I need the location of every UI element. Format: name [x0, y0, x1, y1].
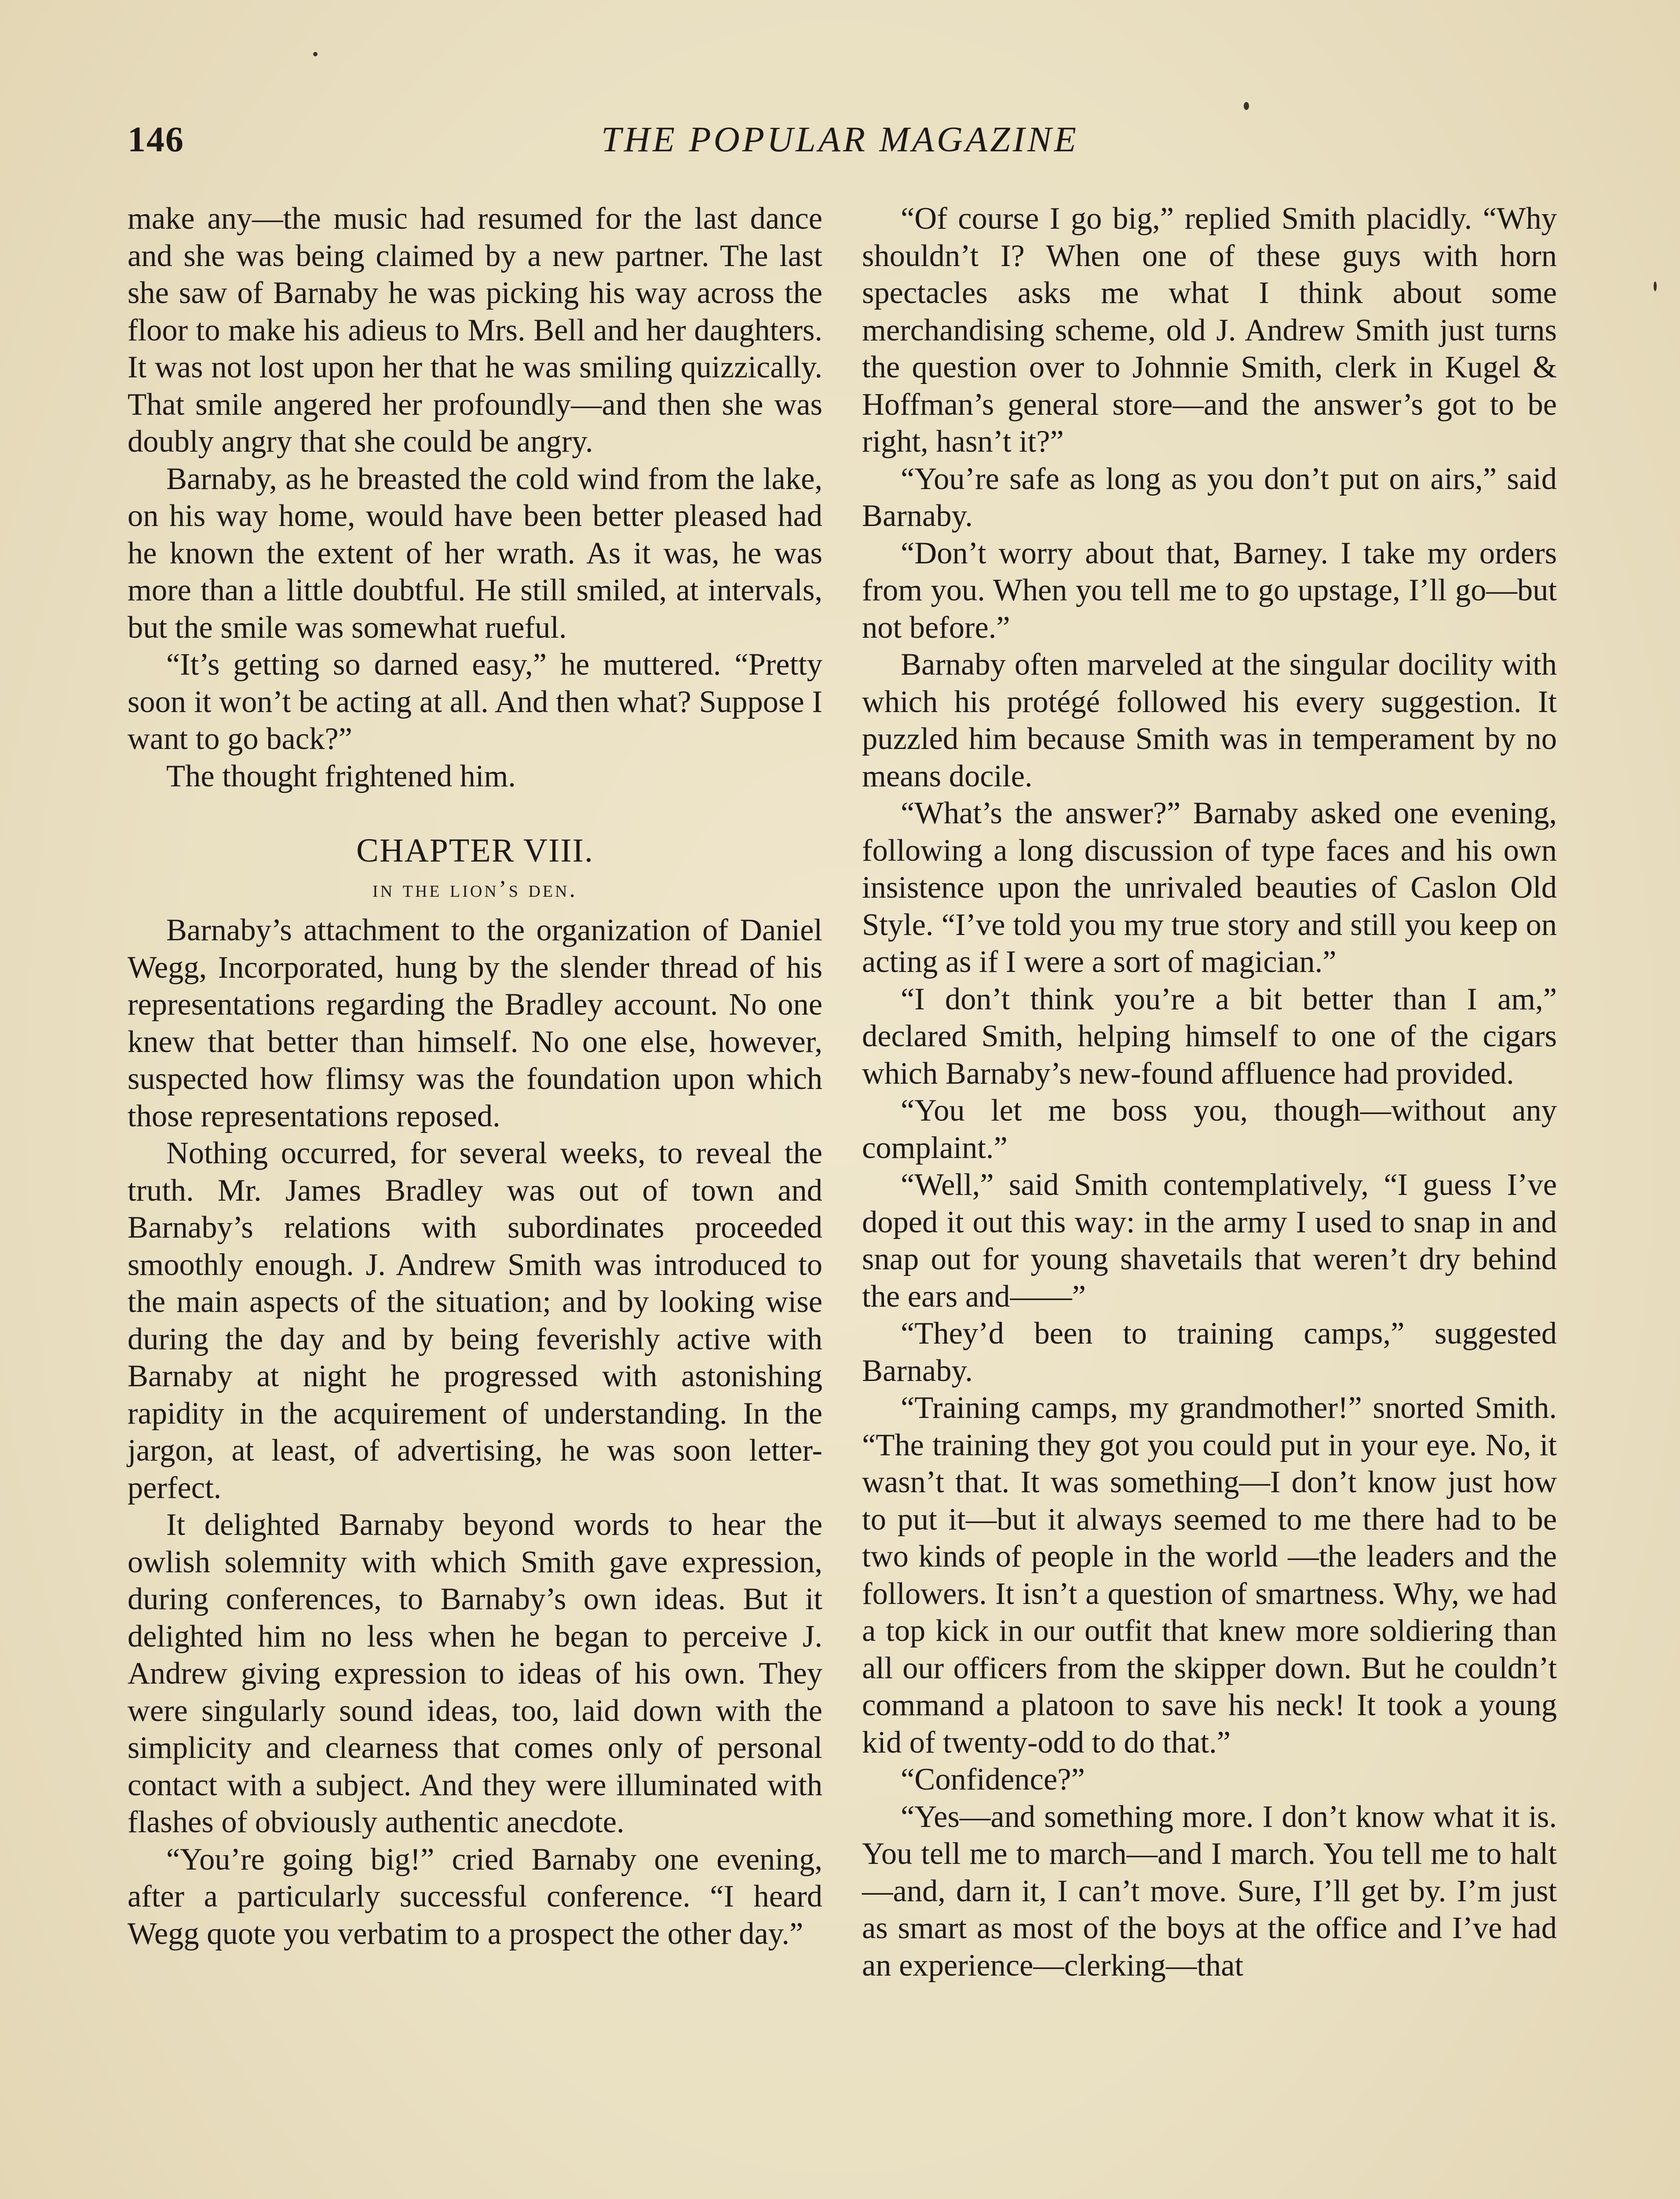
paragraph: “You’re going big!” cried Barnaby one evening, after a particularly successful conference. “I heard Wegg quote you verbatim to a prospect the other day.” [128, 1842, 822, 1951]
paragraph: Nothing occurred, for several weeks, to reveal the truth. Mr. James Bradley was out of town and Barnaby’s relations with subordinates proceeded smoothly enough. J. Andrew Smith was introduced to the main aspects of the situation; and by looking wise during the day and by being feverishly active with Barnaby at night he progressed with astonishing rapidity in the acquirement of understanding. In the jargon, at least, of advertising, he was soon letter-perfect. [128, 1136, 822, 1505]
paragraph: “Training camps, my grandmother!” snorted Smith. “The training they got you could put in your eye. No, it wasn’t that. It was something—I don’t know just how to put it—but it always seemed to me there had to be two kinds of people in the world —the leaders and the followers. It isn’t a question of smartness. Why, we had a top kick in our outfit that knew more soldiering than all our officers from the skipper down. But he couldn’t command a platoon to save his neck! It took a young kid of twenty-odd to do that.” [862, 1391, 1557, 1760]
paragraph: Barnaby’s attachment to the organization of Daniel Wegg, Incorporated, hung by the slender thread of his representations regarding the Bradley account. No one knew that better than himself. No one else, however, suspected how flimsy was the foundation upon which those representations reposed. [128, 913, 822, 1133]
left-column [128, 200, 822, 1952]
running-title: THE POPULAR MAGAZINE [601, 119, 1079, 159]
print-speck [1654, 281, 1657, 291]
right-column [862, 200, 1557, 1984]
paragraph: Barnaby often marveled at the singular docility with which his protégé followed his every suggestion. It puzzled him because Smith was in temperament by no means docile. [862, 647, 1557, 793]
print-speck [1244, 102, 1249, 110]
paragraph: “You’re safe as long as you don’t put on airs,” said Barnaby. [862, 461, 1557, 533]
page-header [128, 119, 1552, 172]
paragraph: The thought frightened him. [166, 759, 516, 793]
paragraph: “What’s the answer?” Barnaby asked one evening, following a long discussion of type faces and his own insistence upon the unrivaled beauties of Caslon Old Style. “I’ve told you my true story and still you keep on acting as if I were a sort of magician.” [862, 796, 1557, 979]
paragraph: “It’s getting so darned easy,” he muttered. “Pretty soon it won’t be acting at all. And then what? Suppose I want to go back?” [128, 647, 822, 756]
paragraph: Barnaby, as he breasted the cold wind from the lake, on his way home, would have been better pleased had he known the extent of her wrath. As it was, he was more than a little doubtful. He still smiled, at intervals, but the smile was somewhat rueful. [128, 461, 822, 645]
paragraph: make any—the music had resumed for the last dance and she was being claimed by a new partner. The last she saw of Barnaby he was picking his way across the floor to make his adieus to Mrs. Bell and her daughters. It was not lost upon her that he was smiling quizzically. That smile angered her profoundly—and then she was doubly angry that she could be angry. [128, 201, 822, 459]
paragraph: “Confidence?” [901, 1762, 1085, 1797]
chapter-subtitle: in the lion’s den. [373, 876, 577, 902]
paragraph: “Don’t worry about that, Barney. I take my orders from you. When you tell me to go upstage, I’ll go—but not before.” [862, 536, 1557, 645]
paragraph: “Yes—and something more. I don’t know what it is. You tell me to march—and I march. You tell me to halt—and, darn it, I can’t move. Sure, I’ll get by. I’m just as smart as most of the boys at the office and I’ve had an experience—clerking—that [862, 1799, 1557, 1983]
paragraph: “Of course I go big,” replied Smith placidly. “Why shouldn’t I? When one of these guys with horn spectacles asks me what I think about some merchandising scheme, old J. Andrew Smith just turns the question over to Johnnie Smith, clerk in Kugel & Hoffman’s general store—and the answer’s got to be right, hasn’t it?” [862, 201, 1557, 459]
paragraph: “I don’t think you’re a bit better than I am,” declared Smith, helping himself to one of the cigars which Barnaby’s new-found affluence had provided. [862, 982, 1557, 1091]
chapter-heading: CHAPTER VIII. [356, 832, 594, 869]
print-speck [313, 52, 318, 56]
paragraph: “Well,” said Smith contemplatively, “I guess I’ve doped it out this way: in the army I used to snap in and snap out for young shavetails that weren’t dry behind the ears and——” [862, 1168, 1557, 1314]
paragraph: “They’d been to training camps,” suggested Barnaby. [862, 1316, 1557, 1388]
paragraph: It delighted Barnaby beyond words to hear the owlish solemnity with which Smith gave expression, during conferences, to Barnaby’s own ideas. But it delighted him no less when he began to perceive J. Andrew giving expression to ideas of his own. They were singularly sound ideas, too, laid down with the simplicity and clearness that comes only of personal contact with a subject. And they were illuminated with flashes of obviously authentic anecdote. [128, 1508, 822, 1839]
paragraph: “You let me boss you, though—without any complaint.” [862, 1093, 1557, 1165]
page-number: 146 [128, 119, 184, 159]
